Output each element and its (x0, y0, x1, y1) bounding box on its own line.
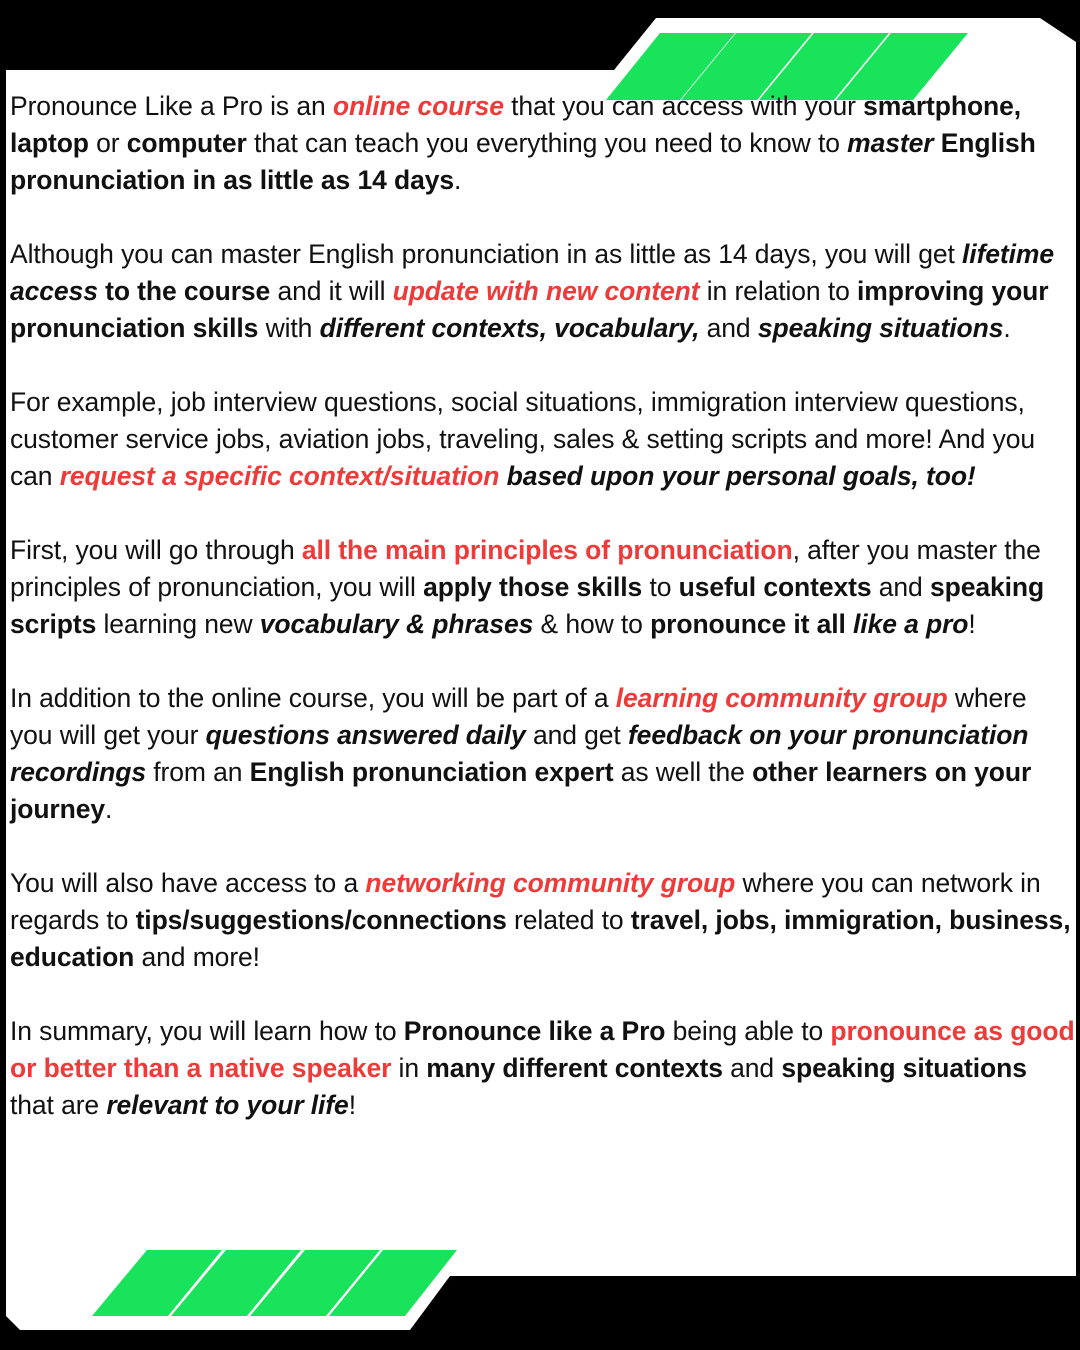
text-run: online course (332, 91, 504, 121)
text-run: Pronounce Like a Pro is an (10, 91, 333, 121)
text-run: ! (968, 609, 976, 639)
text-run: . (1003, 313, 1011, 343)
text-run (933, 128, 940, 158)
text-run: For example, job interview questions, social situations, immigration interview questions, customer service jobs, aviation jobs, traveling, sales & setting scripts and more! And you can (10, 387, 1035, 491)
text-run: tips/suggestions/connections (135, 905, 507, 935)
text-run: pronounce it all (650, 609, 846, 639)
text-run: all the main principles of pronunciation (301, 535, 793, 565)
text-run: smartphone, laptop (10, 91, 1022, 158)
text-run: . (105, 794, 113, 824)
text-run: First, you will go through (10, 535, 302, 565)
paragraph-networking-community (10, 865, 1076, 976)
text-run: In summary, you will learn how to (10, 1016, 404, 1046)
text-run: and it will (270, 276, 393, 306)
text-run (499, 461, 506, 491)
paragraph-examples (10, 384, 1076, 495)
text-run: based upon your personal goals, too! (506, 461, 976, 491)
text-run: and (699, 313, 758, 343)
text-run: that you can access with your (503, 91, 864, 121)
text-run: that are (10, 1090, 107, 1120)
text-run: improving your pronunciation skills (10, 276, 1049, 343)
text-run: networking community group (365, 868, 736, 898)
paragraph-learning-community (10, 680, 1076, 828)
text-run: like a pro (853, 609, 969, 639)
text-run: Although you can master English pronunciation in as little as 14 days, you will get (10, 239, 963, 269)
text-run: request a specific context/situation (59, 461, 500, 491)
paragraph-principles (10, 532, 1076, 643)
text-run: learning community group (615, 683, 948, 713)
text-run: or (88, 128, 127, 158)
text-run: ! (348, 1090, 356, 1120)
text-run: speaking situations (781, 1053, 1027, 1083)
text-run: useful contexts (678, 572, 872, 602)
text-run: speaking scripts (10, 572, 1045, 639)
text-run: where you can network in regards to (10, 868, 1041, 935)
text-run: with (258, 313, 320, 343)
text-run: In addition to the online course, you will be part of a (10, 683, 616, 713)
text-run: in (391, 1053, 427, 1083)
text-run: where you will get your (10, 683, 1027, 750)
paragraph-intro (10, 88, 1076, 199)
text-run: , after you master the principles of pronunciation, you will (10, 535, 1041, 602)
text-run: lifetime access (10, 239, 1055, 306)
text-run: in relation to (699, 276, 857, 306)
text-run: relevant to your life (106, 1090, 349, 1120)
text-run: and more! (134, 942, 260, 972)
text-run: to the course (105, 276, 271, 306)
text-run: that can teach you everything you need to know to (246, 128, 848, 158)
text-run: computer (126, 128, 247, 158)
paragraph-lifetime-access (10, 236, 1076, 347)
text-run: speaking situations (757, 313, 1004, 343)
text-run: . (453, 165, 462, 195)
text-run: and get (525, 720, 628, 750)
text-run: many different contexts (426, 1053, 723, 1083)
paragraph-summary (10, 1013, 1076, 1124)
text-run: Pronounce like a Pro (403, 1016, 666, 1046)
text-run: different contexts, vocabulary, (319, 313, 700, 343)
text-run: master (847, 128, 934, 158)
text-run: and (871, 572, 930, 602)
text-run: questions answered daily (205, 720, 526, 750)
text-run: from an (145, 757, 250, 787)
text-run: as well the (613, 757, 753, 787)
text-run: vocabulary & phrases (259, 609, 534, 639)
text-run: pronounce as good or better than a native speaker (10, 1016, 1075, 1083)
text-run: related to (506, 905, 631, 935)
text-run: update with new content (392, 276, 700, 306)
text-run: travel, jobs, immigration, business, education (10, 905, 1071, 972)
text-run: other learners on your journey (10, 757, 1032, 824)
text-run: learning new (96, 609, 260, 639)
text-run: apply those skills (423, 572, 643, 602)
text-run: and (722, 1053, 782, 1083)
text-run: being able to (665, 1016, 831, 1046)
body-text (10, 88, 1076, 1124)
text-run: to (642, 572, 679, 602)
text-run: You will also have access to a (10, 868, 366, 898)
text-run: & how to (533, 609, 651, 639)
text-run: feedback on your pronunciation recordings (10, 720, 1029, 787)
text-run: English pronunciation expert (249, 757, 614, 787)
text-run: English pronunciation in as little as 14 days (10, 128, 1036, 195)
text-run (846, 609, 853, 639)
